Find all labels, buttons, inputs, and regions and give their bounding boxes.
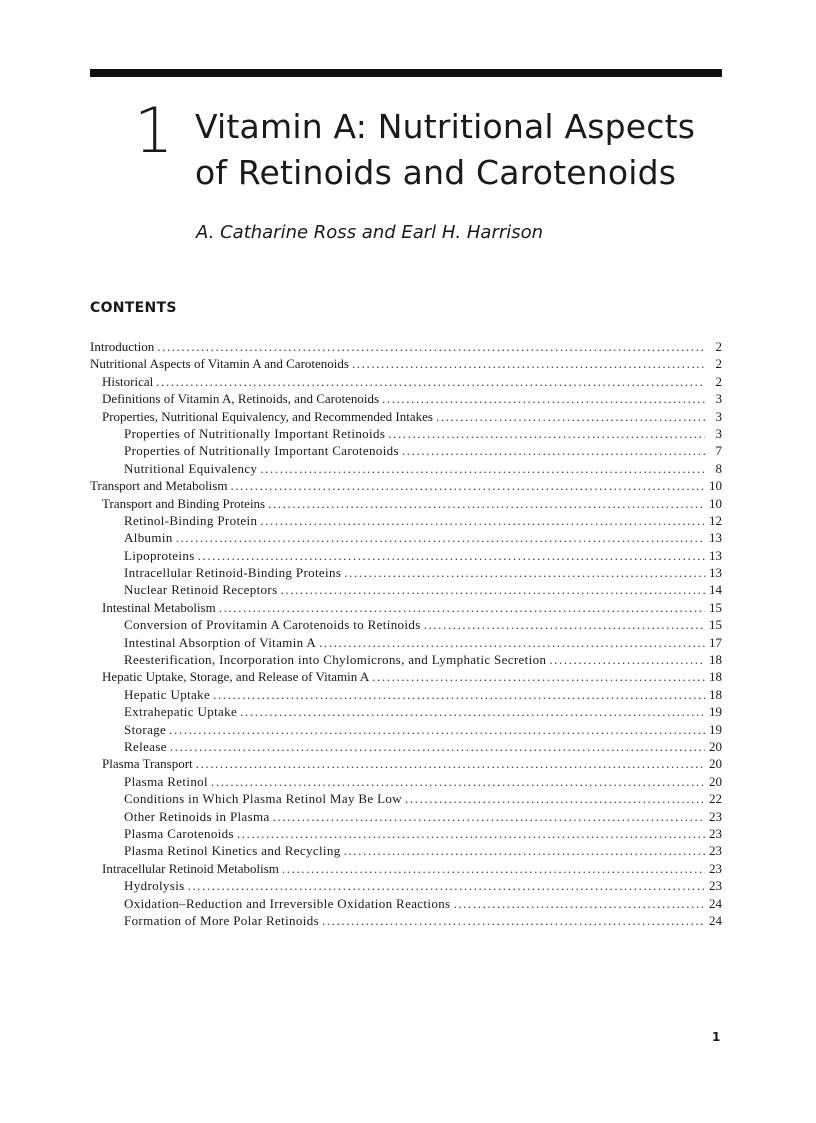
toc-entry	[90, 425, 722, 442]
toc-entry-page: 19	[709, 721, 722, 737]
toc-dot-leader	[405, 790, 705, 807]
toc-dot-leader	[344, 842, 705, 859]
chapter-authors: A. Catharine Ross and Earl H. Harrison	[196, 222, 544, 243]
toc-entry-page: 18	[709, 669, 722, 685]
toc-entry-title: Plasma Carotenoids	[124, 825, 234, 841]
toc-entry-title: Storage	[124, 721, 167, 737]
toc-entry	[90, 703, 722, 720]
toc-dot-leader	[157, 338, 705, 355]
toc-entry-title: Formation of More Polar Retinoids	[124, 912, 319, 928]
toc-entry-title: Albumin	[124, 530, 173, 546]
toc-entry-title: Introduction	[90, 339, 155, 354]
toc-dot-leader	[388, 425, 705, 442]
toc-entry	[90, 808, 722, 825]
toc-entry-page: 2	[715, 373, 722, 389]
toc-entry-title: Nutritional Aspects of Vitamin A and Carotenoids	[90, 356, 349, 372]
toc-entry	[90, 442, 722, 459]
toc-entry	[90, 616, 722, 633]
toc-dot-leader	[260, 512, 705, 529]
toc-dot-leader	[268, 495, 705, 512]
toc-dot-leader	[176, 529, 705, 546]
toc-entry-page: 3	[715, 408, 722, 424]
toc-entry-title: Retinol-Binding Protein	[124, 512, 258, 528]
toc-entry-title: Nuclear Retinoid Receptors	[124, 582, 278, 598]
toc-entry	[90, 686, 722, 703]
toc-entry-title: Plasma Retinol Kinetics and Recycling	[124, 843, 341, 859]
toc-dot-leader	[156, 373, 705, 390]
toc-dot-leader	[230, 477, 705, 494]
toc-entry-page: 23	[709, 843, 722, 859]
toc-dot-leader	[237, 825, 705, 842]
toc-entry-page: 20	[709, 773, 722, 789]
toc-dot-leader	[352, 355, 705, 372]
page-number: 1	[712, 1030, 721, 1044]
toc-entry	[90, 390, 722, 407]
toc-entry-page: 23	[709, 878, 722, 894]
toc-entry-title: Release	[124, 738, 167, 754]
toc-entry-page: 18	[709, 652, 722, 668]
toc-dot-leader	[169, 721, 705, 738]
toc-entry-page: 17	[709, 634, 722, 650]
toc-entry	[90, 755, 722, 772]
table-of-contents	[90, 338, 722, 929]
toc-dot-leader	[273, 808, 705, 825]
toc-dot-leader	[260, 460, 705, 477]
toc-entry-title: Intracellular Retinoid-Binding Proteins	[124, 565, 342, 581]
toc-dot-leader	[188, 877, 705, 894]
chapter-title	[195, 104, 735, 196]
contents-heading: CONTENTS	[90, 300, 177, 316]
toc-entry-page: 8	[715, 460, 722, 476]
toc-dot-leader	[211, 773, 705, 790]
toc-dot-leader	[549, 651, 705, 668]
toc-entry-title: Plasma Transport	[102, 756, 193, 772]
toc-entry	[90, 373, 722, 390]
toc-dot-leader	[319, 634, 705, 651]
toc-dot-leader	[382, 390, 705, 407]
toc-entry-page: 23	[709, 808, 722, 824]
toc-entry-title: Conversion of Provitamin A Carotenoids to Retinoids	[124, 617, 421, 633]
toc-entry-title: Intracellular Retinoid Metabolism	[102, 860, 279, 876]
toc-entry-page: 19	[709, 704, 722, 720]
toc-entry-title: Hydrolysis	[124, 878, 185, 894]
chapter-title-line-1: Vitamin A: Nutritional Aspects	[195, 107, 696, 146]
toc-entry-title: Intestinal Metabolism	[102, 599, 216, 615]
toc-entry-title: Lipoproteins	[124, 547, 195, 563]
toc-entry-title: Conditions in Which Plasma Retinol May Be Low	[124, 791, 403, 807]
toc-entry	[90, 860, 722, 877]
toc-entry	[90, 338, 722, 355]
toc-entry-page: 14	[709, 582, 722, 598]
toc-entry-title: Properties of Nutritionally Important Carotenoids	[124, 443, 399, 459]
toc-entry-page: 24	[709, 895, 722, 911]
toc-entry-page: 22	[709, 791, 722, 807]
toc-dot-leader	[219, 599, 705, 616]
toc-entry	[90, 651, 722, 668]
toc-entry-page: 15	[709, 617, 722, 633]
toc-dot-leader	[322, 912, 705, 929]
toc-dot-leader	[424, 616, 705, 633]
toc-entry-page: 10	[709, 495, 722, 511]
toc-entry	[90, 529, 722, 546]
toc-entry-page: 13	[709, 565, 722, 581]
toc-entry-title: Hepatic Uptake	[124, 686, 211, 702]
toc-entry-page: 10	[709, 478, 722, 494]
toc-dot-leader	[281, 581, 706, 598]
toc-entry-page: 2	[715, 339, 722, 354]
toc-dot-leader	[170, 738, 705, 755]
toc-entry-title: Nutritional Equivalency	[124, 460, 258, 476]
toc-dot-leader	[240, 703, 705, 720]
toc-entry-title: Oxidation–Reduction and Irreversible Oxidation Reactions	[124, 895, 451, 911]
toc-entry	[90, 355, 722, 372]
toc-entry-page: 23	[709, 825, 722, 841]
toc-entry-page: 2	[715, 356, 722, 372]
toc-entry-title: Properties of Nutritionally Important Retinoids	[124, 425, 386, 441]
toc-entry-page: 24	[709, 912, 722, 928]
toc-entry	[90, 495, 722, 512]
toc-entry-title: Definitions of Vitamin A, Retinoids, and Carotenoids	[102, 391, 380, 407]
toc-entry	[90, 408, 722, 425]
toc-entry-page: 12	[709, 512, 722, 528]
toc-entry-page: 18	[709, 686, 722, 702]
toc-entry-title: Properties, Nutritional Equivalency, and Recommended Intakes	[102, 408, 433, 424]
toc-entry	[90, 825, 722, 842]
toc-entry-title: Other Retinoids in Plasma	[124, 808, 270, 824]
toc-entry-page: 20	[709, 738, 722, 754]
toc-entry	[90, 895, 722, 912]
toc-entry	[90, 634, 722, 651]
toc-entry-page: 20	[709, 756, 722, 772]
toc-entry	[90, 547, 722, 564]
toc-dot-leader	[453, 895, 705, 912]
toc-dot-leader	[344, 564, 705, 581]
chapter-title-line-2: of Retinoids and Carotenoids	[195, 153, 677, 192]
toc-entry	[90, 668, 722, 685]
toc-dot-leader	[372, 668, 705, 685]
toc-entry	[90, 581, 722, 598]
toc-entry	[90, 912, 722, 929]
toc-entry	[90, 599, 722, 616]
toc-entry	[90, 738, 722, 755]
toc-entry-page: 7	[715, 443, 722, 459]
toc-entry-title: Transport and Metabolism	[90, 478, 228, 494]
toc-entry-title: Plasma Retinol	[124, 773, 208, 789]
toc-entry-title: Hepatic Uptake, Storage, and Release of Vitamin A	[102, 669, 370, 685]
toc-entry-page: 15	[709, 599, 722, 615]
toc-entry-title: Reesterification, Incorporation into Chylomicrons, and Lymphatic Secretion	[124, 652, 547, 668]
toc-entry	[90, 512, 722, 529]
chapter-number: 1	[134, 94, 174, 167]
toc-dot-leader	[436, 408, 705, 425]
toc-entry	[90, 460, 722, 477]
toc-entry	[90, 477, 722, 494]
toc-dot-leader	[213, 686, 705, 703]
toc-entry	[90, 564, 722, 581]
toc-entry	[90, 721, 722, 738]
toc-entry	[90, 773, 722, 790]
toc-dot-leader	[402, 442, 705, 459]
toc-entry-title: Transport and Binding Proteins	[102, 495, 266, 511]
toc-dot-leader	[198, 547, 705, 564]
toc-entry-page: 23	[709, 860, 722, 876]
toc-entry-title: Extrahepatic Uptake	[124, 704, 238, 720]
toc-entry-title: Intestinal Absorption of Vitamin A	[124, 634, 317, 650]
toc-entry-page: 3	[715, 425, 722, 441]
toc-entry-page: 3	[715, 391, 722, 407]
toc-dot-leader	[282, 860, 705, 877]
toc-entry-title: Historical	[102, 373, 154, 389]
top-rule	[90, 69, 722, 77]
toc-entry	[90, 790, 722, 807]
toc-dot-leader	[196, 755, 705, 772]
toc-entry	[90, 877, 722, 894]
toc-entry	[90, 842, 722, 859]
toc-entry-page: 13	[709, 530, 722, 546]
toc-entry-page: 13	[709, 547, 722, 563]
